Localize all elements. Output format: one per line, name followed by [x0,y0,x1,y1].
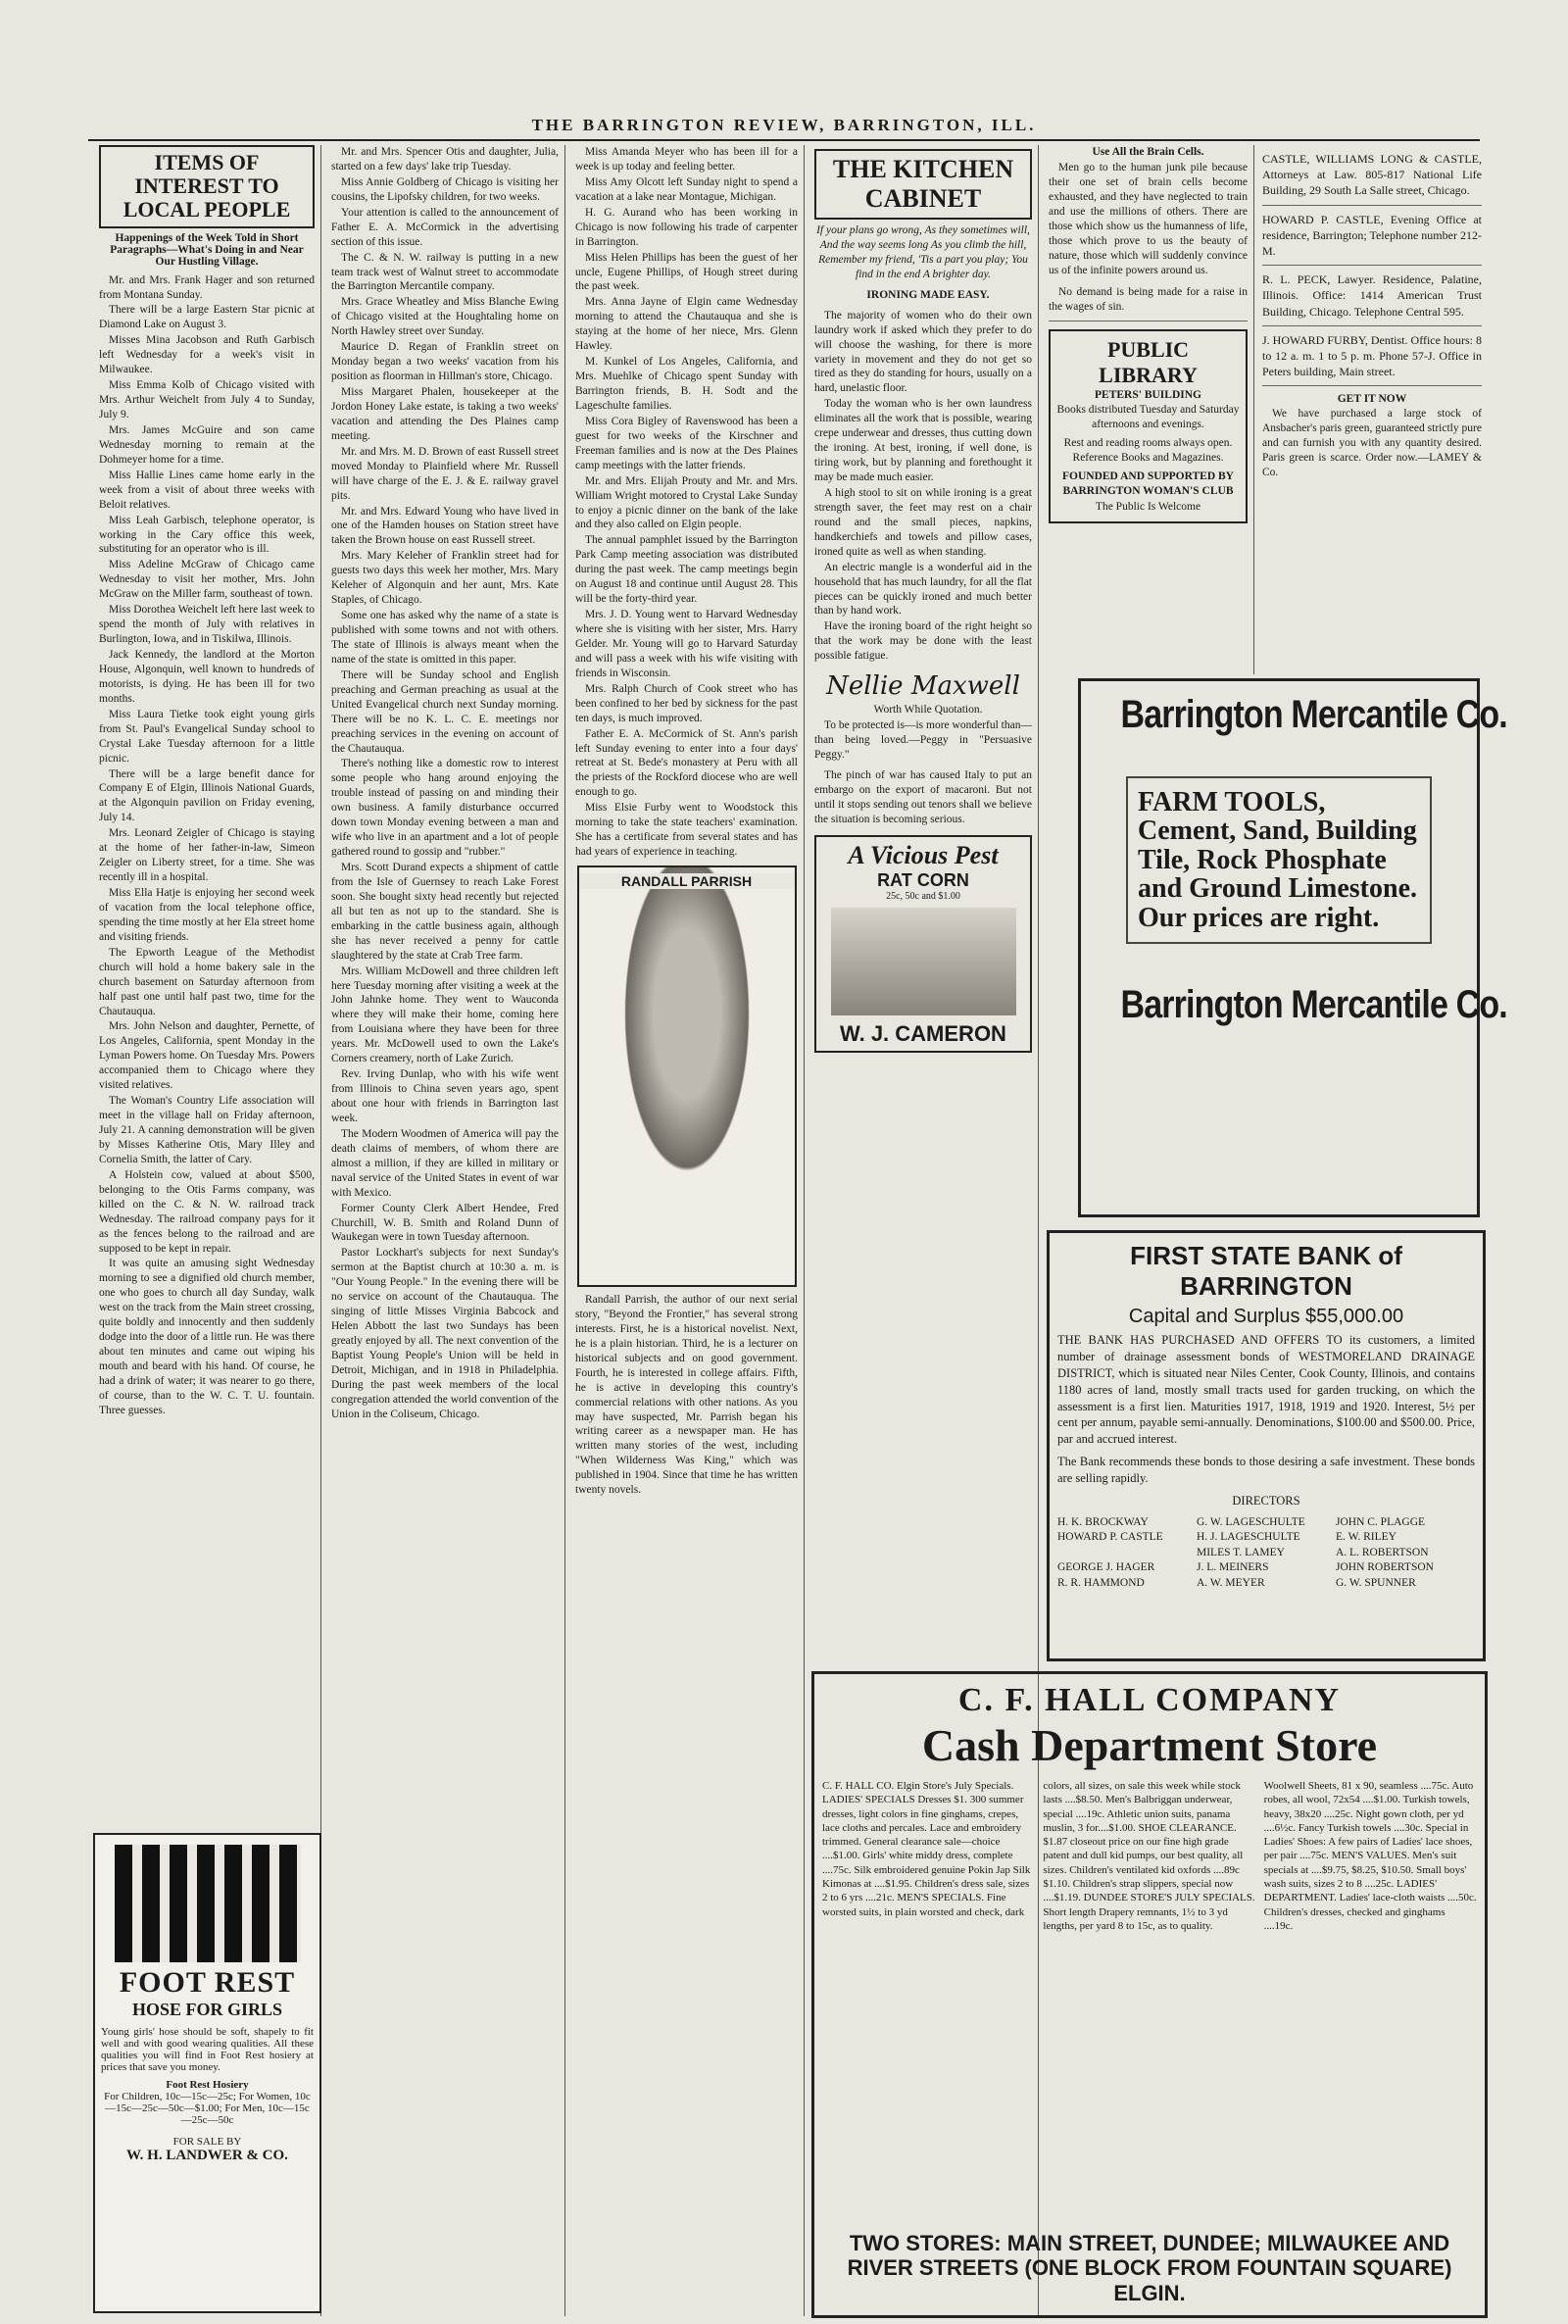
news-paragraph: The annual pamphlet issued by the Barrington Park Camp meeting association was distributed during the past week. The camp meetings begin on August 18 and continue until August 28. This will be the forty-third year. [575,534,798,606]
library-hours: Books distributed Tuesday and Saturday afternoons and evenings. [1056,404,1240,431]
randall-parrish-portrait [577,865,797,1287]
bank-director: MILES T. LAMEY [1197,1546,1285,1558]
bank-directors-heading: DIRECTORS [1232,1493,1300,1508]
ad-seller-cameron: W. J. CAMERON [840,1020,1006,1046]
news-paragraph: The Woman's Country Life association will meet in the village hall on Friday afternoon, July 21. A canning demonstration will be given by Misses Katherine Otis, Mary Illey and Cornelia Smith, the latter of Cary. [99,1095,315,1165]
signature-nellie-maxwell: Nellie Maxwell [826,671,1020,702]
news-paragraph: H. G. Aurand who has been working in Chicago is now following his trade of carpenter in Barrington. [575,206,798,248]
news-paragraph: Miss Adeline McGraw of Chicago came Wednesday to visit her mother, Mrs. John McGraw on the Miller farm, southeast of town. [99,559,315,601]
news-paragraph: Have the ironing board of the right height so that the work may be done with the least possible fatigue. [814,620,1032,663]
column-5 [1043,145,1254,674]
get-it-now-text: We have purchased a large stock of Ansbacher's paris green, guaranteed strictly pure and can furnish you with any quantity desired. Paris green is scarce. Order now.—LAMEY & Co. [1262,408,1482,478]
local-news-heading: ITEMS OF INTEREST TO LOCAL PEOPLE [99,145,315,228]
stockings-illustration [115,1845,301,1962]
news-paragraph: Miss Ella Hatje is enjoying her second week of vacation from the local telephone office, spending the time mostly at her Ela street home and visiting friends. [99,887,315,943]
bank-director: A. L. ROBERTSON [1336,1546,1429,1558]
news-paragraph: Mrs. J. D. Young went to Harvard Wednesday where she is visiting with her sister, Mrs. Harry Gelder. Mr. Young will go to Harvard Saturday and will pass a week with his wife visiting with friends in Wisconsin. [575,609,798,679]
bank-director: HOWARD P. CASTLE [1057,1531,1163,1544]
news-paragraph: There will be a large benefit dance for Company E of Elgin, Illinois National Guards, at the Algonquin pavilion on Friday evening, July 14. [99,767,315,824]
hall-tagline: Cash Department Store [921,1720,1378,1770]
library-reading: Rest and reading rooms always open. Reference Books and Magazines. [1063,437,1233,465]
bank-director: R. R. HAMMOND [1057,1576,1145,1589]
rat-corn-label: RAT CORN [877,869,969,890]
news-paragraph: Miss Amy Olcott left Sunday night to spend a vacation at a lake near Montague, Michigan. [575,175,798,203]
bank-capital: Capital and Surplus $55,000.00 [1128,1306,1404,1327]
news-paragraph: Miss Annie Goldberg of Chicago is visiting her cousins, the Lipofsky children, for two weeks. [331,175,559,203]
bank-director: GEORGE J. HAGER [1057,1561,1155,1574]
kitchen-poem: If your plans go wrong, As they sometimes will, And the way seems long As you climb the hill, Remember my friend, 'Tis a part you play; You find in the end A brighter day. [816,224,1030,280]
cf-hall-ad [811,1671,1488,2318]
brain-text: Men go to the human junk pile because their one set of brain cells become exhausted, and they have neglected to train and use the millions of others. There are those which show us the humanness of life, those which prove to us the beauty of nature, those which will suddenly convince us of the infinite powers around us. [1049,161,1248,276]
news-paragraph: There will be a large Eastern Star picnic at Diamond Lake on August 3. [99,304,315,331]
bank-text: THE BANK HAS PURCHASED AND OFFERS TO its customers, a limited number of drainage assessment bonds of WESTMORELAND DRAINAGE DISTRICT, which is situated near Niles Center, Cook County, Illinois, and contains 1180 acres of land, mostly small tracts used for garden trucking, on which the assessment is a first lien. Maturities 1917, 1918, 1919 and 1920. Interest, 5½ per cent per annum, payable semi-annually. Denominations, $100.00 and $500.00. Price, par and accrued interest. [1057,1333,1475,1447]
foot-rest-prices: For Children, 10c—15c—25c; For Women, 10c—15c—25c—50c—$1.00; For Men, 10c—15c—25c—50c [104,2091,311,2126]
foot-rest-prices-head: Foot Rest Hosiery [166,2079,249,2091]
news-paragraph: There's nothing like a domestic row to interest some people who hang around enjoying the trouble instead of passing on and minding their own business. A family disturbance occurred down town Monday evening between a man and wife who live in an apartment and a lot of people gathered round to gossip and "rubber." [331,758,559,859]
news-paragraph: Your attention is called to the announcement of Father E. A. McCormick in the advertising section of this issue. [331,206,559,248]
news-paragraph: Father E. A. McCormick of St. Ann's parish left Sunday evening to enter into a four days' retreat at St. Bede's monastery at Peru with all the priests of the Rockford diocese who are well enough to go. [575,727,798,799]
news-paragraph: Mrs. Ralph Church of Cook street who has been confined to her bed by sickness for the past ten days, is much improved. [575,682,798,724]
column-2 [325,145,565,2316]
news-paragraph: Mrs. Anna Jayne of Elgin came Wednesday morning to attend the Chautauqua and she is staying at the home of her niece, Mrs. Glenn Hawley. [575,296,798,353]
news-paragraph: Mr. and Mrs. Frank Hager and son returned from Montana Sunday. [99,273,315,301]
news-paragraph: Misses Mina Jacobson and Ruth Garbisch left Wednesday for a week's visit in Milwaukee. [99,334,315,376]
news-paragraph: Miss Margaret Phalen, housekeeper at the Jordon Honey Lake estate, is taking a two weeks' vacation and attending the Des Plaines camp meeting. [331,386,559,442]
library-building: PETERS' BUILDING [1095,389,1201,402]
news-paragraph: Miss Laura Tietke took eight young girls from St. Paul's Evangelical Sunday school to Crystal Lake Tuesday afternoon for a little picnic. [99,708,315,765]
news-paragraph: Mrs. James McGuire and son came Wednesday morning to remain at the Dohmeyer home for a time. [99,423,315,466]
demand-note: No demand is being made for a raise in the wages of sin. [1049,285,1248,321]
bank-director: G. W. SPUNNER [1336,1576,1416,1589]
library-founded: FOUNDED AND SUPPORTED BY BARRINGTON WOMAN'S CLUB [1062,470,1234,497]
bank-director [1057,1546,1197,1561]
mercantile-name-bottom: Barrington Mercantile Co. [1120,982,1507,1026]
ironing-heading: IRONING MADE EASY. [866,288,990,301]
masthead: THE BARRINGTON REVIEW, BARRINGTON, ILL. [88,110,1480,141]
news-paragraph: The C. & N. W. railway is putting in a new team track west of Walnut street to accommodate the Barrington Mercantile company. [331,251,559,293]
news-paragraph: The majority of women who do their own laundry work if asked which they prefer to do will choose the washing, for there is more variety in movement and they do not get so tired as they do standing for hours, usually on a hard, unelastic floor. [814,309,1032,395]
library-welcome: The Public Is Welcome [1095,500,1201,513]
news-paragraph: Mr. and Mrs. Elijah Prouty and Mr. and Mrs. William Wright motored to Crystal Lake Sunday to enjoy a picnic dinner on the bank of the lake and they also called on Elgin people. [575,474,798,531]
furby-card: J. HOWARD FURBY, Dentist. Office hours: 8 to 12 a. m. 1 to 5 p. m. Phone 57-J. Office in Peters building, Main street. [1262,326,1482,387]
hall-specials-col1: C. F. HALL CO. Elgin Store's July Specials. LADIES' SPECIALS Dresses $1. 300 summer dresses, light colors in fine ginghams, crepes, lace cloths and percales. Lace and embroidery trimmed. General clearance sale—choice ....$1.00. Girls' white middy dress, complete ....75c. Silk embroidered genuine Pokin Jap Silk Kimonas at ....$1.95. Children's dress sale, sizes 2 to 6 yrs ....21c. MEN'S SPECIALS. Fine worsted suits, in plain worsted and check, dark [822,1780,1031,1918]
news-paragraph: Some one has asked why the name of a state is published with some towns and not with others. The state of Illinois is always meant when the name of the state is omitted in this paper. [331,610,559,666]
news-paragraph: The Epworth League of the Methodist church will hold a home bakery sale in the church basement on Saturday afternoon from half past one until half past two, time for the Chautauqua. [99,946,315,1017]
kitchen-cabinet-title: THE KITCHEN CABINET [814,149,1032,220]
news-paragraph: Former County Clerk Albert Hendee, Fred Churchill, W. B. Smith and Roland Dunn of Waukegan were in town Tuesday afternoon. [331,1202,559,1244]
mercantile-name-top: Barrington Mercantile Co. [1120,693,1507,736]
news-paragraph: Mr. and Mrs. M. D. Brown of east Russell street moved Monday to Plainfield where Mr. Russell will have charge of the E. J. & E. railway gravel pits. [331,445,559,502]
get-it-now-heading: GET IT NOW [1337,393,1407,406]
castle-evening-card: HOWARD P. CASTLE, Evening Office at residence, Barrington; Telephone number 212-M. [1262,206,1482,267]
news-paragraph: Miss Helen Phillips has been the guest of her uncle, Eugene Phillips, of Hough street during the past week. [575,251,798,293]
news-paragraph: Mrs. Mary Keleher of Franklin street had for guests two days this week her mother, Mrs. Mary Keleher of Algonquin and her aunt, Mrs. Kate Staples, of Chicago. [331,550,559,607]
rat-corn-price: 25c, 50c and $1.00 [886,890,960,902]
vicious-pest-ad [814,835,1032,1053]
news-paragraph: Mrs. Scott Durand expects a shipment of cattle from the Isle of Guernsey to reach Lake Forest soon. She bought sixty head recently but rejected all but ten as not up to the standard. She is embarking in the cattle business again, although she has never received a penny for cattle slaughtered by the state at Crab Tree farm. [331,862,559,962]
peck-card: R. L. PECK, Lawyer. Residence, Palatine, Illinois. Office: 1414 American Trust Building, Chicago. Telephone Central 595. [1262,266,1482,326]
column-6-cards [1256,145,1488,674]
hall-specials-col2: colors, all sizes, on sale this week while stock lasts ....$8.50. Men's Balbriggan underwear, special ....19c. Athletic union suits, panama muslin, 3 for....$1.00. SHOE CLEARANCE. $1.87 closeout price on our fine high grade patent and dull kid pumps, our best quality, all sizes. Children's ventilated kid oxfords ....89c $1.10. Children's strap slippers, special now ....$1.19. DUNDEE STORE'S JULY SPECIALS. Short length Drapery remnants, 1½ to 3 yd lengths, per yard 8 to 15c, as to quality. [1043,1780,1255,1932]
rat-illustration [831,908,1016,1015]
hall-footer: TWO STORES: MAIN STREET, DUNDEE; MILWAUKEE AND RIVER STREETS (ONE BLOCK FROM FOUNTAIN SQUARE) ELGIN. [847,2231,1452,2305]
vicious-pest-title: A Vicious Pest [848,840,999,869]
news-paragraph: Miss Emma Kolb of Chicago visited with Mrs. Arthur Weichelt from July 4 to Sunday, July 9. [99,379,315,420]
news-paragraph: Today the woman who is her own laundress eliminates all the work that is possible, wearing crepe underwear and dresses, thus cutting down the ironing. At best, ironing, if well done, is tiring work, but by planning and forethought it may be made much easier. [814,398,1032,483]
news-paragraph: A high stool to sit on while ironing is a great strength saver, the feet may rest on a chair round and the small pieces, napkins, handkerchiefs and towels and pillow cases, ironed quite as well as when standing. [814,486,1032,558]
brain-heading: Use All the Brain Cells. [1092,146,1204,158]
column-2-paragraphs [331,145,559,1422]
bank-director: A. W. MEYER [1197,1576,1265,1589]
bank-director: G. W. LAGESCHULTE [1197,1515,1305,1528]
column-3 [569,145,805,2316]
news-paragraph: Mrs. Grace Wheatley and Miss Blanche Ewing of Chicago visited at the Houghtaling home on North Hawley street over Sunday. [331,296,559,338]
news-paragraph: Miss Hallie Lines came home early in the week from a visit of about three weeks with Beloit relatives. [99,469,315,511]
news-paragraph: Miss Amanda Meyer who has been ill for a week is up today and feeling better. [575,146,798,173]
news-paragraph: Mrs. John Nelson and daughter, Pernette, of Los Angeles, California, spent Monday in the Lyman Powers home. On Tuesday Mrs. Powers accompanied them to Chicago where they visited relatives. [99,1020,315,1092]
public-library-ad [1049,329,1248,523]
ironing-paragraphs [814,309,1032,665]
portrait-caption: Randall Parrish, the author of our next serial story, "Beyond the Frontier," has several strong interests. First, he is a historical novelist. Next, he is a plain historian. Third, he is a lecturer on historical subjects and on good government. Fourth, he is interested in college affairs. Fifth, he is active in developing this country's commercial relations with other nations. As you may have suspected, Mr. Parrish began his writing career as a newspaper man. He has written many stories of the west, including "When Wilderness Was King," which was published in 1904. Since that time he has written twenty novels. [575,1294,798,1497]
local-news-subheading: Happenings of the Week Told in Short Paragraphs—What's Doing in and Near Our Hustling Village. [110,231,304,268]
news-paragraph: Mrs. Leonard Zeigler of Chicago is staying at the home of her father-in-law, Simeon Zeigler on Liberty street, for a time. She was recently ill in a hospital. [99,827,315,884]
news-paragraph: There will be Sunday school and English preaching and German preaching as usual at the United Evangelical church next Sunday morning. There will be no K. L. C. E. meetings nor preaching services in the evening on account of the Chautauqua. [331,668,559,755]
hall-name: C. F. HALL COMPANY [957,1682,1342,1718]
mercantile-body: FARM TOOLS, Cement, Sand, Building Tile, Rock Phosphate and Ground Limestone. Our prices are right. [1126,776,1432,944]
news-paragraph: Miss Dorothea Weichelt left here last week to spend the month of July with relatives in Burlington, Iowa, and in Tiskilwa, Illinois. [99,604,315,646]
column-3-paragraphs [575,145,798,860]
hall-specials-col3: Woolwell Sheets, 81 x 90, seamless ....75c. Auto robes, all wool, 72x54 ....$1.00. Turkish towels, heavy, 38x20 ....25c. Night gown cloth, per yd ....6½c. Fancy Turkish towels ....30c. Special in Ladies' Shoes: A few pairs of Ladies' lace shoes, per pair ....75c. MEN'S VALUES. Men's suit specials at ....$9.75, $8.25, $10.50. Small boys' wash suits, sizes 2 to 8 ....25c. LADIES' DEPARTMENT. Ladies' lace-cloth waists ....50c. Children's dresses, checked and ginghams ....19c. [1263,1780,1477,1932]
news-paragraph: An electric mangle is a wonderful aid in the household that has much laundry, for all the flat pieces can be quickly ironed and much better than by hand work. [814,561,1032,618]
bank-director: J. L. MEINERS [1197,1561,1269,1574]
news-paragraph: Miss Cora Bigley of Ravenswood has been a guest for two weeks of the Kirschner and Freeman families and is now at the Des Plaines camp meetings with the latter friends. [575,415,798,471]
news-paragraph: M. Kunkel of Los Angeles, California, and Mrs. Muehlke of Chicago spent Sunday with Barrington friends, B. H. Sodt and the Lageschulte families. [575,356,798,412]
castle-card: CASTLE, WILLIAMS LONG & CASTLE, Attorneys at Law. 805-817 National Life Building, 29 South La Salle street, Chicago. [1262,145,1482,206]
library-title: PUBLIC LIBRARY [1099,337,1198,388]
bank-director: E. W. RILEY [1336,1531,1396,1544]
bank-name: FIRST STATE BANK of BARRINGTON [1130,1241,1402,1301]
foot-rest-text: Young girls' hose should be soft, shapely to fit well and with good wearing qualities. All these qualities you will find in Foot Rest hosiery at prices that save you money. [101,2026,314,2073]
news-paragraph: The Modern Woodmen of America will pay the death claims of members, of whom there are almost a million, if they are killed in military or naval service of the United States in event of war with Mexico. [331,1127,559,1199]
italy-note: The pinch of war has caused Italy to put an embargo on the export of macaroni. But not until it stops sending out tenors shall we believe the situation is becoming serious. [814,768,1032,825]
bank-director: JOHN C. PLAGGE [1336,1515,1426,1528]
news-paragraph: Miss Leah Garbisch, telephone operator, is working in the Cary office this week, substituting for an operator who is ill. [99,514,315,556]
foot-rest-sale: FOR SALE BY [172,2136,242,2148]
news-paragraph: A Holstein cow, valued at about $500, belonging to the Otis Farms company, was killed on the C. & N. W. railroad track Wednesday. The railroad company pays for it as the fences belong to the railroad and are supposed to be kept in repair. [99,1168,315,1255]
foot-rest-seller: W. H. LANDWER & CO. [126,2148,288,2163]
news-paragraph: Mr. and Mrs. Spencer Otis and daughter, Julia, started on a few days' lake trip Tuesday. [331,146,559,173]
bank-director: H. K. BROCKWAY [1057,1515,1149,1528]
quote-text: To be protected is—is more wonderful than—than being loved.—Peggy in "Persuasive Peggy." [814,719,1032,761]
local-news-paragraphs [99,273,315,1418]
foot-rest-title: FOOT REST [119,1966,296,1999]
news-paragraph: Rev. Irving Dunlap, who with his wife went from Illinois to China seven years ago, spent about one hour with friends in Barrington last week. [331,1068,559,1124]
news-paragraph: Mr. and Mrs. Edward Young who have lived in one of the Hamden houses on Station street have taken the Brown house on east Russell street. [331,505,559,547]
bank-directors [1057,1515,1475,1592]
portrait-title: RANDALL PARRISH [579,873,795,889]
news-paragraph: Miss Elsie Furby went to Woodstock this morning to take the state teachers' examination. She has a certificate from several states and has had years of experience in teaching. [575,802,798,859]
hall-specials [822,1779,1477,1933]
news-paragraph: Maurice D. Regan of Franklin street on Monday began a two weeks' vacation from his position as floorman in Hillman's store, Chicago. [331,341,559,383]
bank-director: H. J. LAGESCHULTE [1197,1531,1300,1544]
news-paragraph: Jack Kennedy, the landlord at the Morton House, Algonquin, well known to hundreds of motorists, is dying. He has been ill for two months. [99,649,315,705]
bank-text-2: The Bank recommends these bonds to those desiring a safe investment. These bonds are selling rapidly. [1057,1455,1475,1485]
foot-rest-subtitle: HOSE FOR GIRLS [131,2000,283,2019]
foot-rest-ad [93,1833,321,2313]
news-paragraph: Mrs. William McDowell and three children left here Tuesday morning after visiting a week at the John Jahnke home. They went to Wauconda where they will make their home, coming here from Louisiana where they have been for three years. Mr. McDowell used to own the Lake's Corners creamery, north of Lake Zurich. [331,964,559,1065]
bank-director: JOHN ROBERTSON [1336,1561,1434,1574]
news-paragraph: Pastor Lockhart's subjects for next Sunday's sermon at the Baptist church at 10:30 a. m. is "Our Young People." In the evening there will be no service on account of the Chautauqua. The singing of little Misses Virginia Babcock and Helen Abbott the last two Sundays has been greatly enjoyed by all. The next convention of the Baptist Young People's Union will be held in Detroit, Michigan, and in 1918 in Philadelphia. During the past week members of the local congregation attended the world convention of the Union in the Coliseum, Chicago. [331,1247,559,1420]
mercantile-ad [1078,678,1507,1217]
first-state-bank-ad [1047,1230,1486,1661]
news-paragraph: It was quite an amusing sight Wednesday morning to see a dignified old church member, one who goes to church all day Sunday, walk west on the track from the Main street crossing, quite boldly and innocently and then suddenly dodge into the door of a little run. He was there about ten minutes and came out wiping his mouth and beard with his hand. Of course, he had a drink of water; it was nearer to go there, of course, than to the W. C. T. U. fountain. Three guesses. [99,1258,315,1416]
quote-heading: Worth While Quotation. [873,704,983,717]
